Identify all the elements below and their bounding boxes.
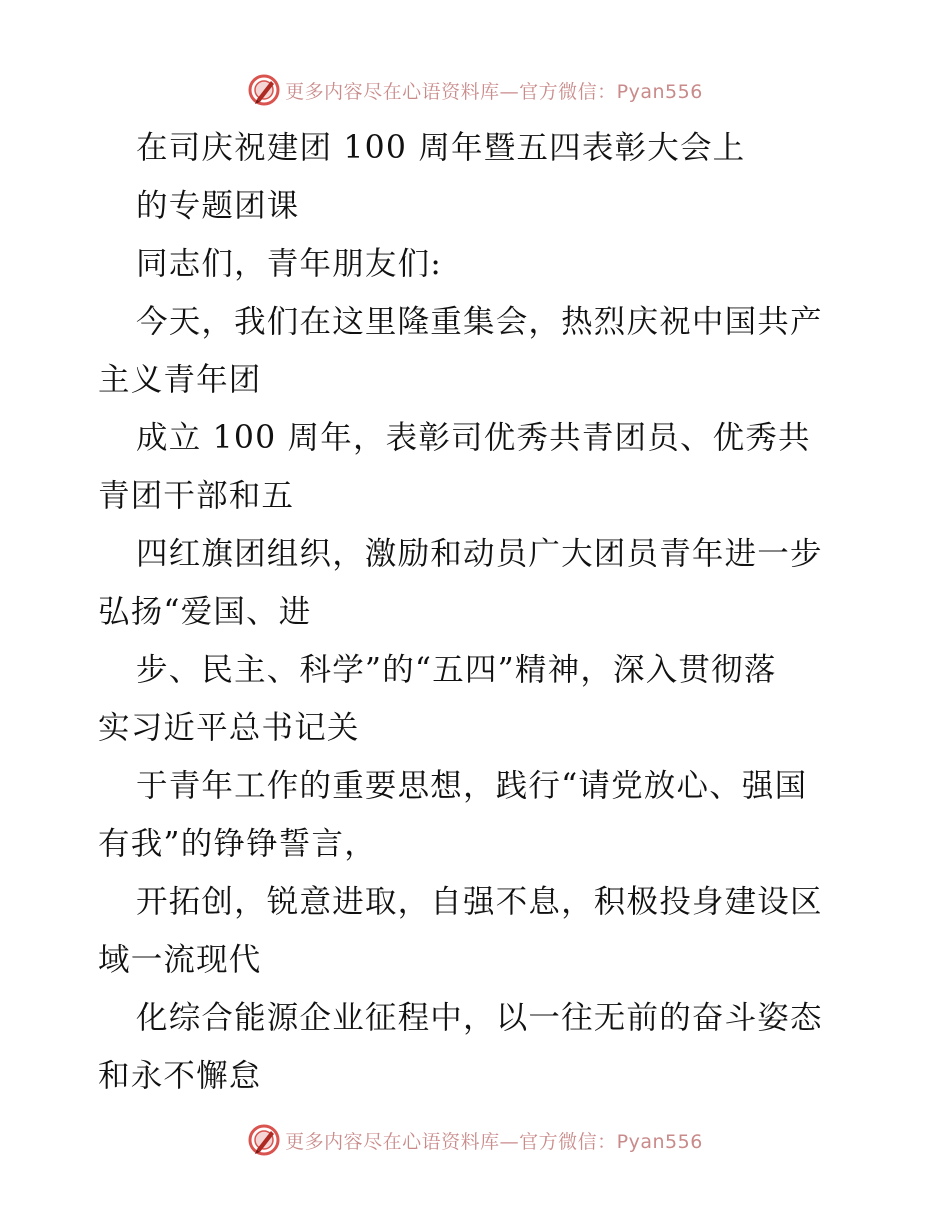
header-watermark-id: Pyan556 [616,80,703,103]
pen-logo-icon [247,1123,281,1157]
header-watermark-label: 更多内容尽在心语资料库—官方微信： [285,80,617,103]
pen-logo-icon [247,73,281,107]
paragraph-line: 成立 100 周年，表彰司优秀共青团员、优秀共 [136,420,811,456]
paragraph-line: 域一流现代 [98,942,262,978]
footer-watermark-text [285,1127,703,1154]
paragraph-line: 主义青年团 [98,362,262,398]
footer-watermark-id: Pyan556 [616,1130,703,1153]
paragraph-line: 实习近平总书记关 [98,710,360,746]
salutation: 同志们，青年朋友们: [136,246,443,282]
paragraph-line: 和永不懈怠 [98,1058,262,1094]
header-watermark-banner [0,70,950,110]
header-watermark-text [285,77,703,104]
footer-watermark-banner [0,1120,950,1160]
paragraph-line: 开拓创，锐意进取，自强不息，积极投身建设区 [136,884,823,920]
paragraph-line: 步、民主、科学”的“五四”精神，深入贯彻落 [136,652,777,688]
paragraph-line: 化综合能源企业征程中，以一往无前的奋斗姿态 [136,1000,823,1036]
paragraph-line: 弘扬“爱国、进 [98,594,312,630]
title-line-1: 在司庆祝建团 100 周年暨五四表彰大会上 [136,130,746,166]
paragraph-line: 于青年工作的重要思想，践行“请党放心、强国 [136,768,808,804]
title-line-2: 的专题团课 [136,188,300,224]
paragraph-line: 有我”的铮铮誓言， [98,826,377,862]
paragraph-line: 青团干部和五 [98,478,295,514]
paragraph-line: 今天，我们在这里隆重集会，热烈庆祝中国共产 [136,304,823,340]
footer-watermark-label: 更多内容尽在心语资料库—官方微信： [285,1130,617,1153]
paragraph-line: 四红旗团组织，激励和动员广大团员青年进一步 [136,536,823,572]
